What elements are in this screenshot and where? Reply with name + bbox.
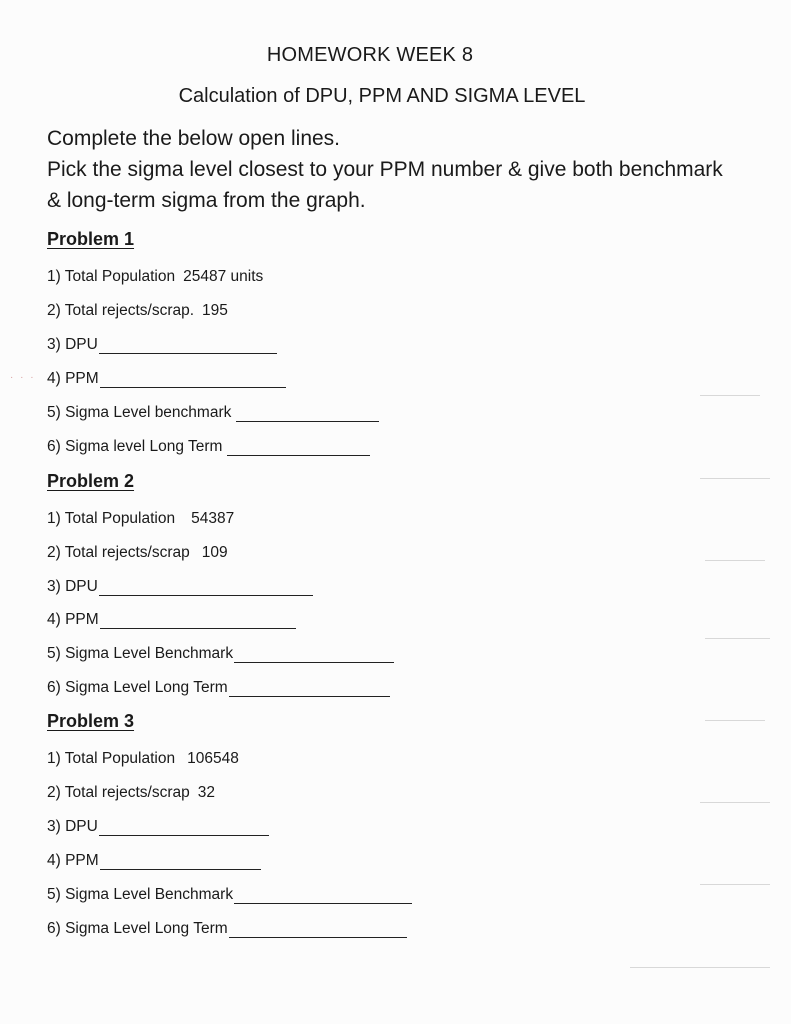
scan-artifact bbox=[700, 884, 770, 885]
line-value: 54387 bbox=[191, 510, 235, 527]
line-label: 5) Sigma Level Benchmark bbox=[47, 645, 234, 662]
line-label: 4) PPM bbox=[47, 370, 99, 387]
line-label: 6) Sigma Level Long Term bbox=[47, 920, 228, 937]
line-label: 2) Total rejects/scrap. bbox=[47, 302, 195, 319]
line-label: 6) Sigma level Long Term bbox=[47, 438, 223, 455]
sigma-benchmark-answer-blank[interactable] bbox=[236, 405, 379, 422]
sigma-benchmark-answer-blank[interactable] bbox=[234, 887, 412, 904]
problem-1-heading: Problem 1 bbox=[47, 229, 135, 249]
dpu-answer-blank[interactable] bbox=[99, 337, 277, 354]
line-label: 2) Total rejects/scrap bbox=[47, 784, 190, 801]
scan-artifact bbox=[705, 720, 765, 721]
page-title: HOMEWORK WEEK 8 bbox=[266, 44, 474, 66]
scan-artifact bbox=[700, 478, 770, 479]
scan-artifact bbox=[700, 802, 770, 803]
line-label: 4) PPM bbox=[47, 611, 99, 628]
problem-3-ppm bbox=[47, 848, 261, 870]
problem-1-sigma-long-term bbox=[47, 434, 370, 456]
dpu-answer-blank[interactable] bbox=[99, 579, 313, 596]
problem-2-sigma-long-term bbox=[47, 675, 390, 697]
page-subtitle: Calculation of DPU, PPM AND SIGMA LEVEL bbox=[178, 85, 586, 107]
line-label: 1) Total Population bbox=[47, 510, 176, 527]
problem-1-dpu bbox=[47, 332, 277, 354]
problem-2-total-population bbox=[47, 506, 234, 528]
scan-artifact bbox=[705, 560, 765, 561]
line-value: 25487 units bbox=[183, 268, 264, 285]
line-value: 106548 bbox=[187, 750, 239, 767]
ppm-answer-blank[interactable] bbox=[100, 612, 296, 629]
instruction-line-1: Complete the below open lines. bbox=[47, 127, 341, 150]
line-label: 3) DPU bbox=[47, 818, 98, 835]
line-value: 109 bbox=[201, 544, 228, 561]
problem-2-ppm bbox=[47, 607, 296, 629]
problem-3-dpu bbox=[47, 814, 269, 836]
problem-1-total-population bbox=[47, 264, 263, 286]
line-label: 1) Total Population bbox=[47, 268, 176, 285]
ppm-answer-blank[interactable] bbox=[100, 371, 286, 388]
problem-2-total-rejects bbox=[47, 540, 228, 562]
problem-2-dpu bbox=[47, 574, 313, 596]
problem-1-total-rejects bbox=[47, 298, 228, 320]
line-label: 2) Total rejects/scrap bbox=[47, 544, 190, 561]
line-label: 1) Total Population bbox=[47, 750, 176, 767]
sigma-long-term-answer-blank[interactable] bbox=[229, 921, 407, 938]
sigma-benchmark-answer-blank[interactable] bbox=[234, 646, 394, 663]
problem-2-heading: Problem 2 bbox=[47, 471, 135, 491]
dpu-answer-blank[interactable] bbox=[99, 819, 269, 836]
instruction-line-2: Pick the sigma level closest to your PPM number & give both benchmark bbox=[47, 158, 723, 181]
problem-3-sigma-benchmark bbox=[47, 882, 412, 904]
line-value: 195 bbox=[202, 302, 228, 319]
line-label: 4) PPM bbox=[47, 852, 99, 869]
line-label: 3) DPU bbox=[47, 336, 98, 353]
line-label: 5) Sigma Level Benchmark bbox=[47, 886, 234, 903]
problem-1-ppm bbox=[47, 366, 286, 388]
sigma-long-term-answer-blank[interactable] bbox=[227, 439, 370, 456]
problem-3-heading: Problem 3 bbox=[47, 711, 135, 731]
problem-1-sigma-benchmark bbox=[47, 400, 379, 422]
problem-3-total-rejects bbox=[47, 780, 215, 802]
scan-artifact bbox=[700, 395, 760, 396]
scan-artifact bbox=[630, 967, 770, 968]
line-value: 32 bbox=[197, 784, 215, 801]
line-label: 6) Sigma Level Long Term bbox=[47, 679, 228, 696]
line-label: 3) DPU bbox=[47, 578, 98, 595]
scan-artifact bbox=[705, 638, 770, 639]
line-label: 5) Sigma Level benchmark bbox=[47, 404, 232, 421]
ppm-answer-blank[interactable] bbox=[100, 853, 261, 870]
scan-speck: · · · bbox=[10, 372, 36, 383]
problem-3-sigma-long-term bbox=[47, 916, 407, 938]
sigma-long-term-answer-blank[interactable] bbox=[229, 680, 390, 697]
instruction-line-3: & long-term sigma from the graph. bbox=[47, 189, 366, 212]
problem-2-sigma-benchmark bbox=[47, 641, 394, 663]
problem-3-total-population bbox=[47, 746, 239, 768]
